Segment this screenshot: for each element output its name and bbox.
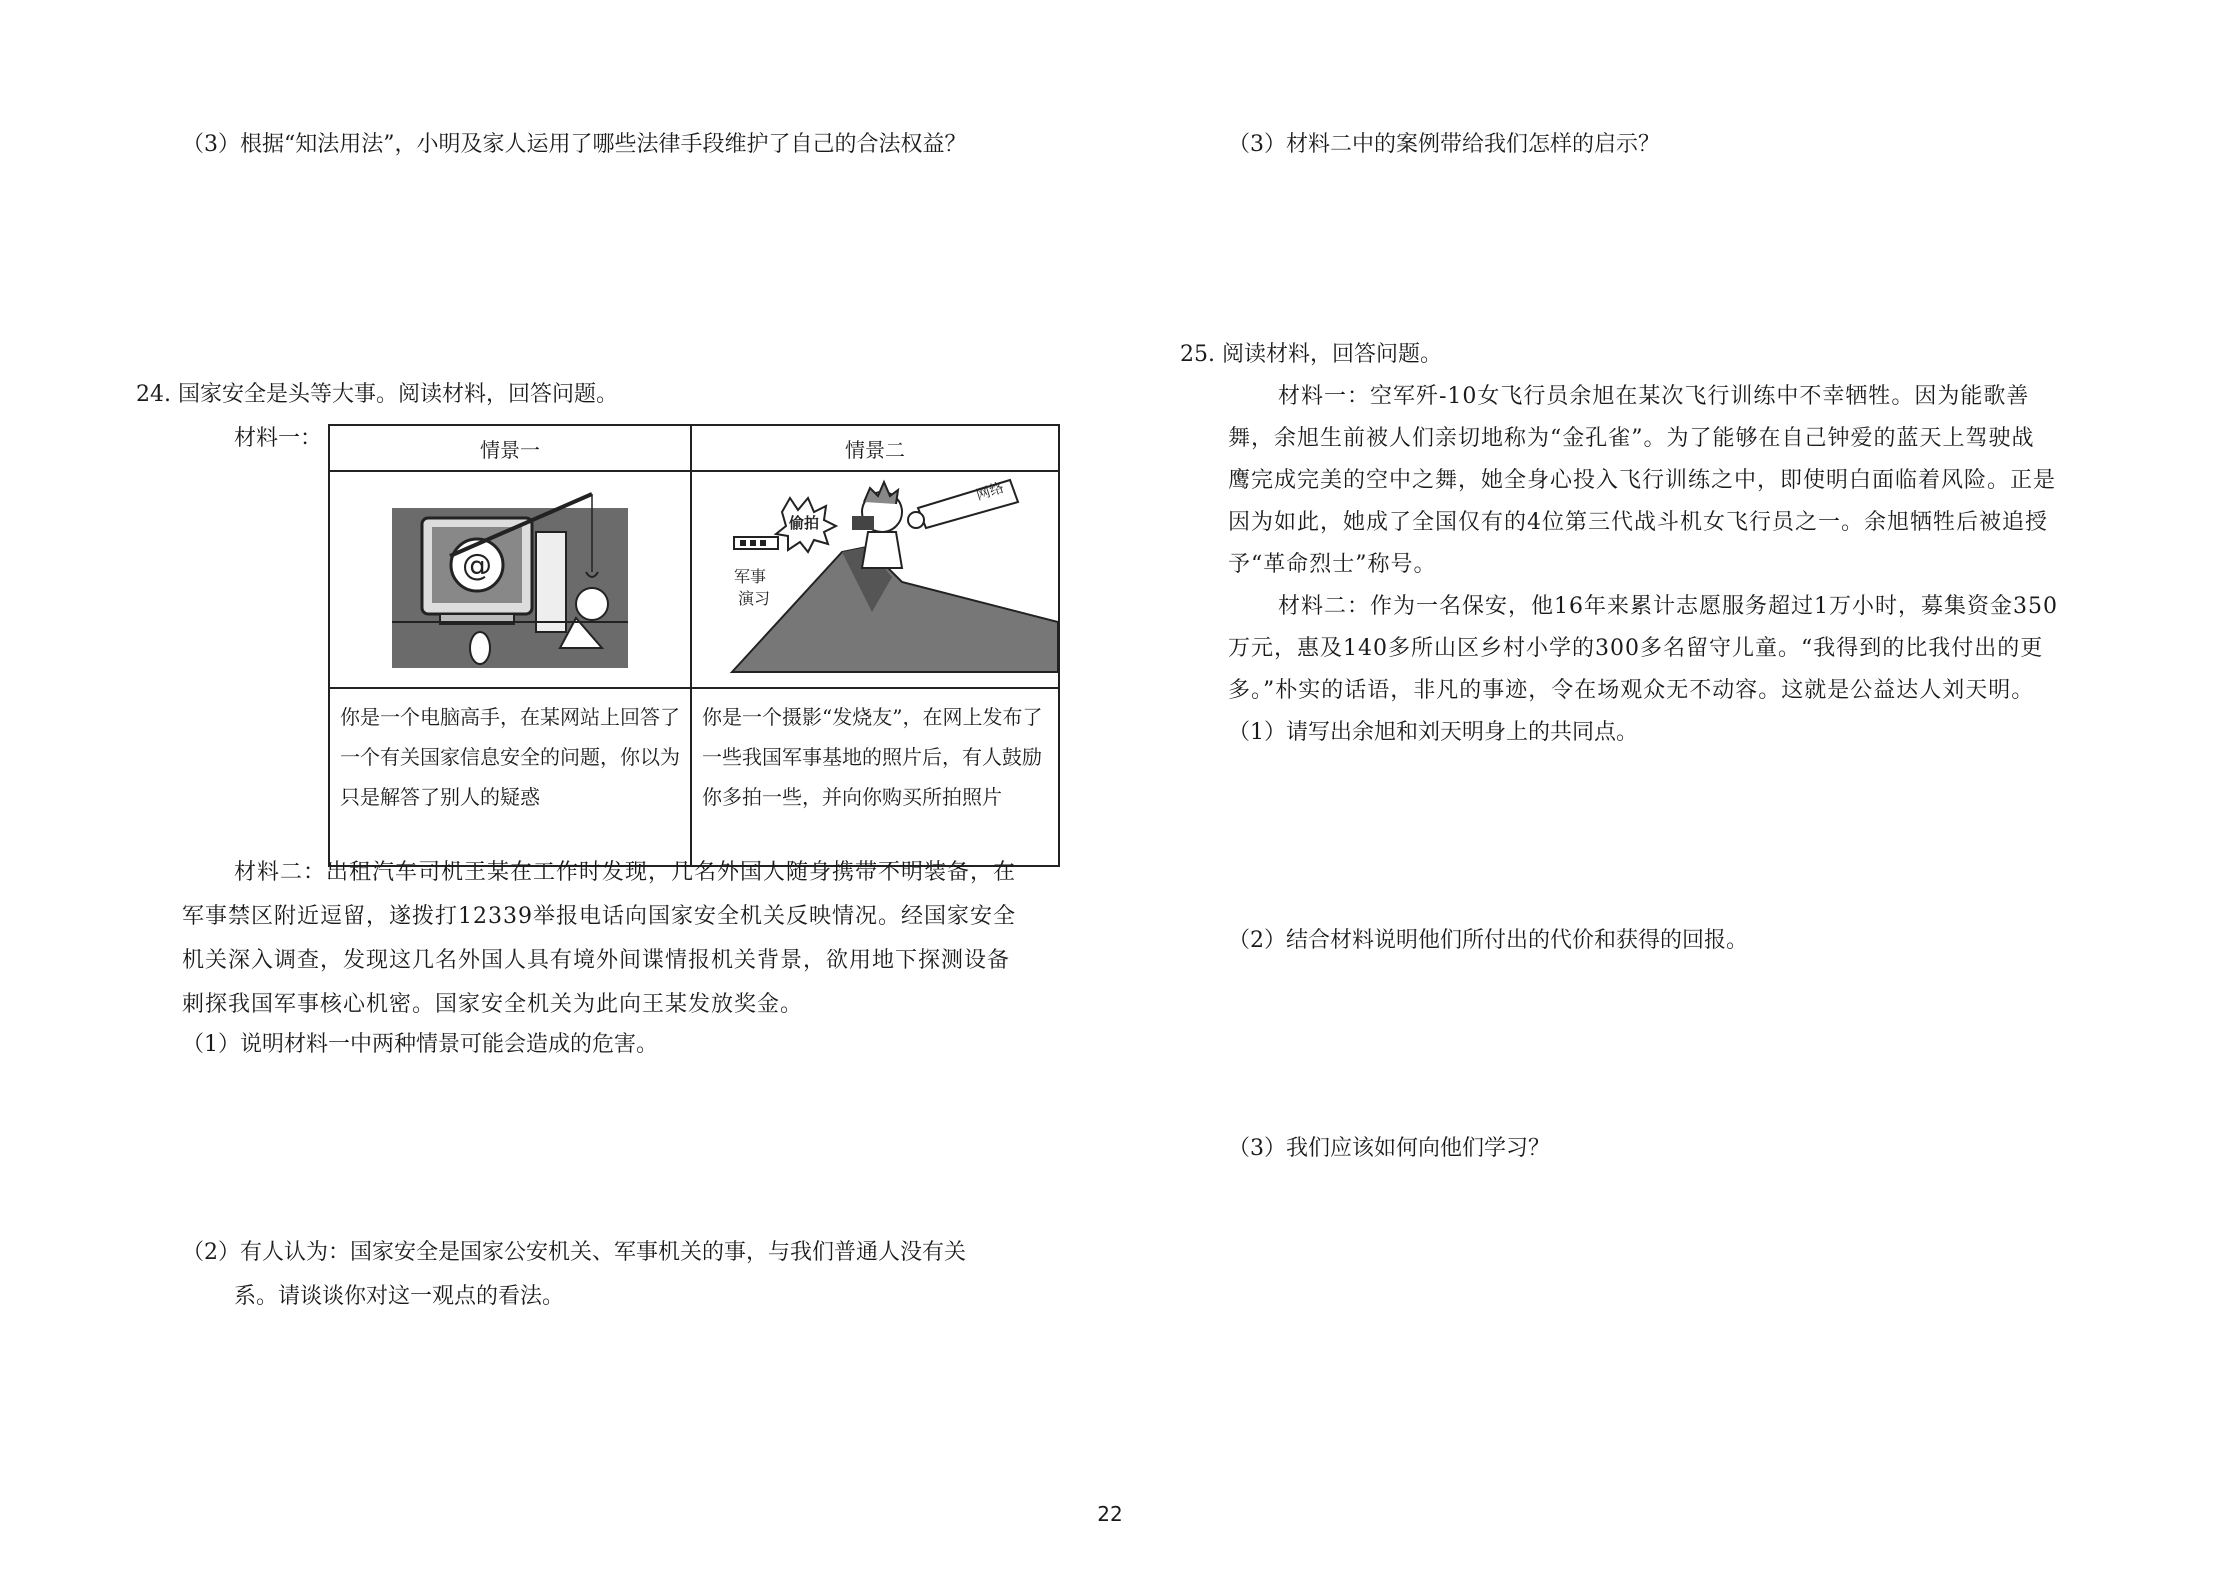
q25-material-1-line-2: 舞，余旭生前被人们亲切地称为“金孔雀”。为了能够在自己钟爱的蓝天上驾驶战	[1228, 426, 2035, 451]
material-2-line-4: 刺探我国军事核心机密。国家安全机关为此向王某发放奖金。	[182, 992, 804, 1017]
scene-1-illustration	[329, 471, 691, 688]
scene-1-header: 情景一	[329, 425, 691, 471]
q25-material-2-line-2: 万元，惠及140多所山区乡村小学的300多名留守儿童。“我得到的比我付出的更	[1228, 636, 2044, 661]
scene-1-caption: 你是一个电脑高手，在某网站上回答了一个有关国家信息安全的问题，你以为只是解答了别人的疑惑	[329, 688, 691, 866]
question-23-3: （3）根据“知法用法”，小明及家人运用了哪些法律手段维护了自己的合法权益？	[182, 132, 967, 157]
computer-fishing-illustration	[330, 472, 690, 682]
wang-luo-label: 网络	[974, 479, 1006, 504]
scene-2-caption: 你是一个摄影“发烧友”，在网上发布了一些我国军事基地的照片后，有人鼓励你多拍一些，并向你购买所拍照片	[691, 688, 1059, 866]
jun-shi-label: 军事	[734, 567, 767, 586]
question-24-2-line-2: 系。请谈谈你对这一观点的看法。	[234, 1284, 565, 1309]
q25-material-1-line-3: 鹰完成完美的空中之舞，她全身心投入飞行训练之中，即使明白面临着风险。正是	[1228, 468, 2057, 493]
scene-2-header: 情景二	[691, 425, 1059, 471]
material-2-line-3: 机关深入调查，发现这几名外国人具有境外间谍情报机关背景，欲用地下探测设备	[182, 948, 1011, 973]
question-23-3b: （3）材料二中的案例带给我们怎样的启示？	[1228, 132, 1660, 157]
question-24-1: （1）说明材料一中两种情景可能会造成的危害。	[182, 1032, 658, 1057]
q25-material-2-line-1: 材料二：作为一名保安，他16年来累计志愿服务超过1万小时，募集资金350	[1278, 594, 2058, 619]
tou-pai-label: 偷拍	[789, 514, 820, 532]
question-24-2-line-1: （2）有人认为：国家安全是国家公安机关、军事机关的事，与我们普通人没有关	[182, 1240, 966, 1265]
material-1-label: 材料一：	[234, 426, 323, 451]
page-number: 22	[1097, 1502, 1123, 1526]
q25-material-1-line-4: 因为如此，她成了全国仅有的4位第三代战斗机女飞行员之一。余旭牺牲后被追授	[1228, 510, 2048, 535]
q25-material-2-line-3: 多。”朴实的话语，非凡的事迹，令在场观众无不动容。这就是公益达人刘天明。	[1228, 678, 2035, 703]
scene-2-illustration	[691, 471, 1059, 688]
material-2-line-2: 军事禁区附近逗留，遂拨打12339举报电话向国家安全机关反映情况。经国家安全	[182, 904, 1016, 929]
question-25-1: （1）请写出余旭和刘天明身上的共同点。	[1228, 720, 1638, 745]
scenario-table	[328, 424, 1060, 867]
question-25-2: （2）结合材料说明他们所付出的代价和获得的回报。	[1228, 928, 1748, 953]
question-25-title: 25. 阅读材料，回答问题。	[1180, 342, 1442, 367]
yan-xi-label: 演习	[738, 589, 771, 608]
question-25-3: （3）我们应该如何向他们学习？	[1228, 1136, 1550, 1161]
material-2-line-1: 材料二：出租汽车司机王某在工作时发现，几名外国人随身携带不明装备，在	[234, 860, 1017, 885]
question-24-title: 24. 国家安全是头等大事。阅读材料，回答问题。	[136, 382, 618, 407]
spy-photo-illustration	[692, 472, 1058, 682]
svg-text:@: @	[462, 548, 492, 583]
q25-material-1-line-1: 材料一：空军歼-10女飞行员余旭在某次飞行训练中不幸牺牲。因为能歌善	[1278, 384, 2030, 409]
q25-material-1-line-5: 予“革命烈士”称号。	[1228, 552, 1437, 577]
